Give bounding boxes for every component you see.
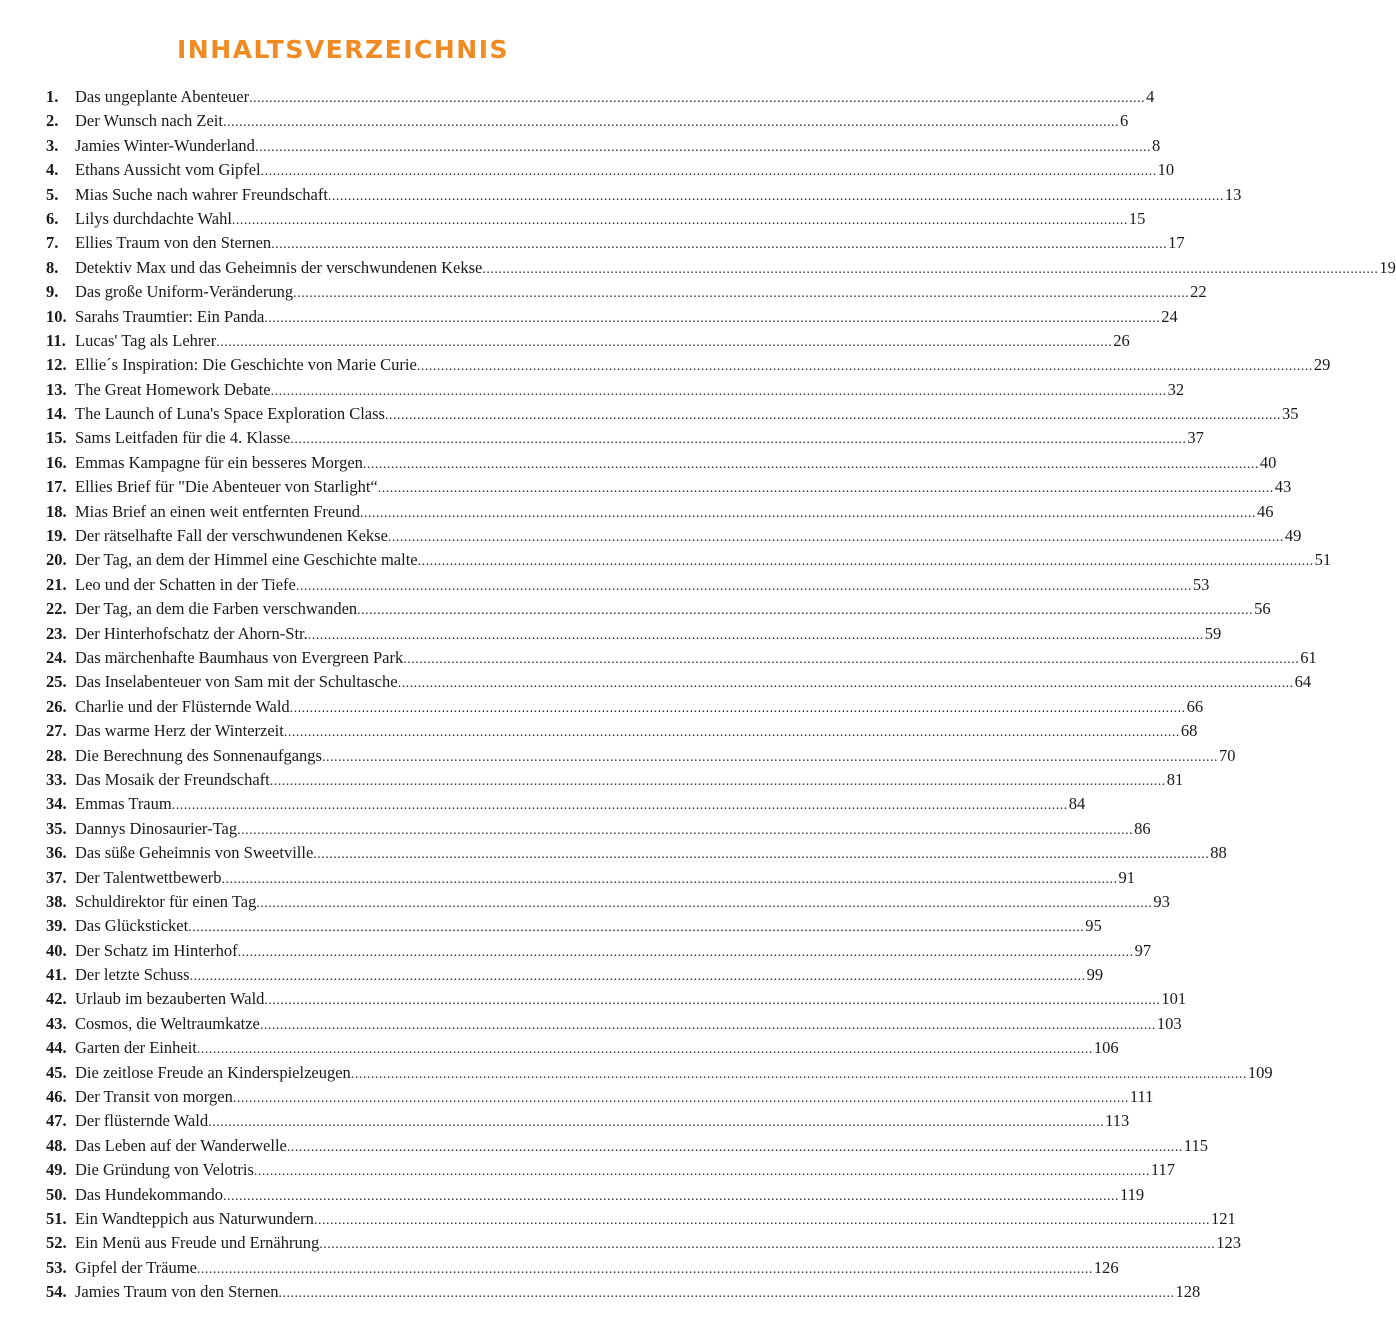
entry-number: 13. bbox=[46, 379, 67, 399]
toc-entry bbox=[46, 719, 1198, 743]
entry-number: 51. bbox=[46, 1208, 67, 1228]
entry-title: Emmas Kampagne für ein besseres Morgen bbox=[75, 452, 363, 472]
toc-entry bbox=[46, 548, 1332, 572]
toc-entry bbox=[46, 1109, 1130, 1133]
entry-number: 36. bbox=[46, 843, 67, 863]
dot-leader bbox=[223, 1185, 1119, 1209]
toc-entry bbox=[46, 841, 1227, 865]
toc-entry bbox=[46, 768, 1184, 792]
dot-leader bbox=[417, 355, 1313, 379]
toc-entry bbox=[46, 1207, 1236, 1231]
entry-title: Ellie´s Inspiration: Die Geschichte von Marie Curie bbox=[75, 355, 417, 375]
entry-number: 38. bbox=[46, 891, 67, 911]
entry-number: 12. bbox=[46, 355, 67, 375]
toc-entry bbox=[46, 963, 1104, 987]
toc-entry bbox=[46, 1256, 1119, 1280]
entry-number: 47. bbox=[46, 1111, 67, 1131]
dot-leader bbox=[322, 746, 1218, 770]
entry-title: Der Tag, an dem der Himmel eine Geschichte malte bbox=[75, 550, 418, 570]
entry-page-number: 119 bbox=[1120, 1184, 1145, 1204]
entry-title: The Great Homework Debate bbox=[75, 379, 271, 399]
entry-title: Sarahs Traumtier: Ein Panda bbox=[75, 306, 265, 326]
entry-number: 37. bbox=[46, 867, 67, 887]
entry-page-number: 113 bbox=[1105, 1111, 1130, 1131]
toc-entry bbox=[46, 524, 1302, 548]
entry-number: 8. bbox=[46, 257, 59, 277]
toc-entry bbox=[46, 622, 1222, 646]
entry-title: Das Glücksticket bbox=[75, 916, 189, 936]
dot-leader bbox=[385, 404, 1281, 428]
toc-entry bbox=[46, 134, 1161, 158]
toc-list bbox=[46, 85, 1396, 1305]
entry-number: 11. bbox=[46, 330, 66, 350]
entry-number: 14. bbox=[46, 404, 67, 424]
entry-title: Der Tag, an dem die Farben verschwanden bbox=[75, 599, 358, 619]
dot-leader bbox=[388, 526, 1284, 550]
dot-leader bbox=[188, 916, 1084, 940]
entry-page-number: 15 bbox=[1128, 208, 1146, 228]
entry-number: 24. bbox=[46, 647, 67, 667]
entry-page-number: 70 bbox=[1218, 745, 1236, 765]
toc-entry bbox=[46, 939, 1152, 963]
toc-entry bbox=[46, 670, 1312, 694]
entry-title: Ethans Aussicht vom Gipfel bbox=[75, 160, 261, 180]
entry-number: 28. bbox=[46, 745, 67, 765]
entry-number: 5. bbox=[46, 184, 59, 204]
entry-number: 9. bbox=[46, 282, 59, 302]
dot-leader bbox=[279, 1282, 1175, 1306]
entry-number: 16. bbox=[46, 452, 67, 472]
dot-leader bbox=[197, 1038, 1093, 1062]
entry-title: Leo und der Schatten in der Tiefe bbox=[75, 574, 296, 594]
entry-title: Das große Uniform-Veränderung bbox=[75, 282, 294, 302]
toc-entry bbox=[46, 987, 1187, 1011]
toc-entry bbox=[46, 597, 1271, 621]
entry-title: Die Gründung von Velotris bbox=[75, 1160, 254, 1180]
entry-number: 6. bbox=[46, 208, 59, 228]
entry-page-number: 99 bbox=[1086, 965, 1104, 985]
entry-title: Urlaub im bezauberten Wald bbox=[75, 989, 265, 1009]
entry-page-number: 13 bbox=[1224, 184, 1242, 204]
entry-page-number: 43 bbox=[1274, 477, 1292, 497]
entry-page-number: 53 bbox=[1192, 574, 1210, 594]
dot-leader bbox=[313, 843, 1209, 867]
entry-page-number: 88 bbox=[1210, 843, 1227, 863]
dot-leader bbox=[293, 282, 1189, 306]
entry-number: 25. bbox=[46, 672, 67, 692]
dot-leader bbox=[319, 1233, 1215, 1257]
entry-title: Die zeitlose Freude an Kinderspielzeugen bbox=[75, 1062, 351, 1082]
dot-leader bbox=[378, 477, 1274, 501]
dot-leader bbox=[351, 1063, 1247, 1087]
entry-page-number: 117 bbox=[1150, 1160, 1176, 1180]
entry-number: 35. bbox=[46, 818, 67, 838]
toc-entry bbox=[46, 890, 1170, 914]
entry-title: Cosmos, die Weltraumkatze bbox=[75, 1013, 260, 1033]
entry-number: 53. bbox=[46, 1257, 67, 1277]
entry-title: Jamies Winter-Wunderland bbox=[75, 135, 255, 155]
dot-leader bbox=[232, 209, 1128, 233]
entry-number: 33. bbox=[46, 769, 67, 789]
entry-title: Das Mosaik der Freundschaft bbox=[75, 769, 270, 789]
entry-number: 26. bbox=[46, 696, 67, 716]
toc-entry bbox=[46, 817, 1151, 841]
entry-page-number: 22 bbox=[1190, 282, 1207, 302]
dot-leader bbox=[296, 575, 1192, 599]
dot-leader bbox=[398, 672, 1294, 696]
dot-leader bbox=[216, 331, 1112, 355]
entry-title: Detektiv Max und das Geheimnis der verschwundenen Kekse bbox=[75, 257, 483, 277]
entry-title: Der rätselhafte Fall der verschwundenen Kekse bbox=[75, 526, 388, 546]
entry-page-number: 40 bbox=[1259, 452, 1277, 472]
entry-number: 23. bbox=[46, 623, 67, 643]
entry-title: Ellies Brief für "Die Abenteuer von Starlight“ bbox=[75, 477, 378, 497]
entry-title: Der Talentwettbewerb bbox=[75, 867, 222, 887]
entry-title: Jamies Traum von den Sternen bbox=[75, 1282, 279, 1302]
entry-title: Das ungeplante Abenteuer bbox=[75, 87, 250, 106]
entry-number: 19. bbox=[46, 526, 67, 546]
toc-entry bbox=[46, 183, 1242, 207]
entry-title: Die Berechnung des Sonnenaufgangs bbox=[75, 745, 322, 765]
entry-title: Der Transit von morgen bbox=[75, 1087, 233, 1107]
entry-title: Mias Suche nach wahrer Freundschaft bbox=[75, 184, 328, 204]
entry-title: Garten der Einheit bbox=[75, 1038, 197, 1058]
entry-title: Der Wunsch nach Zeit bbox=[75, 111, 223, 131]
entry-page-number: 49 bbox=[1284, 526, 1302, 546]
toc-entry bbox=[46, 1231, 1241, 1255]
toc-entry bbox=[46, 353, 1331, 377]
entry-page-number: 66 bbox=[1186, 696, 1204, 716]
dot-leader bbox=[256, 892, 1152, 916]
dot-leader bbox=[482, 258, 1378, 282]
toc-entry bbox=[46, 792, 1086, 816]
entry-title: Das süße Geheimnis von Sweetville bbox=[75, 843, 314, 863]
entry-number: 22. bbox=[46, 599, 67, 619]
entry-page-number: 111 bbox=[1129, 1087, 1154, 1107]
toc-entry bbox=[46, 1036, 1119, 1060]
entry-page-number: 59 bbox=[1204, 623, 1222, 643]
entry-title: Mias Brief an einen weit entfernten Freund bbox=[75, 501, 360, 521]
entry-title: The Launch of Luna's Space Exploration Class bbox=[75, 404, 385, 424]
entry-number: 27. bbox=[46, 721, 67, 741]
entry-page-number: 109 bbox=[1247, 1062, 1273, 1082]
toc-entry bbox=[46, 231, 1185, 255]
dot-leader bbox=[172, 794, 1068, 818]
entry-page-number: 86 bbox=[1134, 818, 1151, 838]
entry-title: Lucas' Tag als Lehrer bbox=[75, 330, 217, 350]
dot-leader bbox=[237, 819, 1133, 843]
entry-number: 18. bbox=[46, 501, 67, 521]
entry-page-number: 17 bbox=[1168, 233, 1185, 253]
toc-entry bbox=[46, 207, 1146, 231]
entry-number: 17. bbox=[46, 477, 67, 497]
dot-leader bbox=[418, 550, 1314, 574]
entry-title: Emmas Traum bbox=[75, 794, 172, 814]
entry-title: Der flüsternde Wald bbox=[75, 1111, 209, 1131]
entry-page-number: 128 bbox=[1175, 1282, 1201, 1302]
entry-page-number: 106 bbox=[1093, 1038, 1119, 1058]
entry-title: Das märchenhafte Baumhaus von Evergreen Park bbox=[75, 647, 404, 667]
entry-title: Ein Wandteppich aus Naturwundern bbox=[75, 1208, 314, 1228]
dot-leader bbox=[284, 721, 1180, 745]
dot-leader bbox=[271, 233, 1167, 257]
toc-entry bbox=[46, 1061, 1273, 1085]
entry-title: Das warme Herz der Winterzeit bbox=[75, 721, 284, 741]
entry-page-number: 84 bbox=[1068, 794, 1086, 814]
toc-entry bbox=[46, 500, 1274, 524]
dot-leader bbox=[360, 502, 1256, 526]
toc-entry bbox=[46, 402, 1299, 426]
dot-leader bbox=[223, 111, 1119, 135]
dot-leader bbox=[328, 185, 1224, 209]
entry-number: 7. bbox=[46, 233, 59, 253]
toc-entry bbox=[46, 914, 1102, 938]
entry-number: 49. bbox=[46, 1160, 67, 1180]
entry-number: 45. bbox=[46, 1062, 67, 1082]
dot-leader bbox=[238, 941, 1134, 965]
toc-entry bbox=[46, 158, 1175, 182]
dot-leader bbox=[249, 87, 1145, 111]
entry-title: Das Inselabenteuer von Sam mit der Schultasche bbox=[75, 672, 398, 692]
entry-page-number: 51 bbox=[1314, 550, 1332, 570]
entry-number: 1. bbox=[46, 87, 59, 106]
dot-leader bbox=[264, 307, 1160, 331]
entry-number: 15. bbox=[46, 428, 67, 448]
entry-number: 43. bbox=[46, 1013, 67, 1033]
entry-title: Das Hundekommando bbox=[75, 1184, 224, 1204]
dot-leader bbox=[264, 989, 1160, 1013]
entry-number: 40. bbox=[46, 940, 67, 960]
entry-page-number: 121 bbox=[1210, 1208, 1236, 1228]
entry-title: Der Schatz im Hinterhof bbox=[75, 940, 238, 960]
entry-title: Sams Leitfaden für die 4. Klasse bbox=[75, 428, 291, 448]
entry-number: 34. bbox=[46, 794, 67, 814]
entry-number: 41. bbox=[46, 965, 67, 985]
dot-leader bbox=[403, 648, 1299, 672]
dot-leader bbox=[208, 1111, 1104, 1135]
entry-page-number: 26 bbox=[1113, 330, 1130, 350]
entry-page-number: 123 bbox=[1216, 1233, 1241, 1253]
entry-page-number: 10 bbox=[1157, 160, 1175, 180]
entry-page-number: 95 bbox=[1085, 916, 1102, 936]
toc-entry bbox=[46, 744, 1236, 768]
entry-page-number: 4 bbox=[1146, 87, 1155, 106]
toc-entry bbox=[46, 475, 1292, 499]
entry-page-number: 126 bbox=[1093, 1257, 1119, 1277]
entry-page-number: 68 bbox=[1180, 721, 1198, 741]
toc-entry bbox=[46, 1158, 1176, 1182]
dot-leader bbox=[197, 1258, 1093, 1282]
toc-entry bbox=[46, 1183, 1145, 1207]
entry-title: Lilys durchdachte Wahl bbox=[75, 208, 232, 228]
dot-leader bbox=[190, 965, 1086, 989]
toc-entry bbox=[46, 329, 1130, 353]
entry-page-number: 35 bbox=[1281, 404, 1299, 424]
toc-entry bbox=[46, 1134, 1208, 1158]
dot-leader bbox=[314, 1209, 1210, 1233]
entry-number: 48. bbox=[46, 1135, 67, 1155]
entry-number: 4. bbox=[46, 160, 59, 180]
toc-entry bbox=[46, 256, 1396, 280]
dot-leader bbox=[261, 160, 1157, 184]
entry-number: 42. bbox=[46, 989, 67, 1009]
entry-page-number: 19 bbox=[1379, 257, 1396, 277]
entry-page-number: 64 bbox=[1294, 672, 1312, 692]
toc-entry bbox=[46, 426, 1204, 450]
entry-page-number: 97 bbox=[1134, 940, 1152, 960]
entry-page-number: 56 bbox=[1254, 599, 1271, 619]
entry-number: 2. bbox=[46, 111, 59, 131]
entry-page-number: 8 bbox=[1151, 135, 1161, 155]
entry-title: Dannys Dinosaurier-Tag bbox=[75, 818, 238, 838]
dot-leader bbox=[357, 599, 1253, 623]
entry-page-number: 46 bbox=[1257, 501, 1274, 521]
dot-leader bbox=[290, 697, 1186, 721]
entry-number: 20. bbox=[46, 550, 67, 570]
entry-number: 50. bbox=[46, 1184, 67, 1204]
entry-page-number: 93 bbox=[1153, 891, 1170, 911]
entry-page-number: 103 bbox=[1156, 1013, 1182, 1033]
entry-number: 54. bbox=[46, 1282, 67, 1302]
toc-entry bbox=[46, 646, 1317, 670]
entry-page-number: 91 bbox=[1118, 867, 1136, 887]
dot-leader bbox=[271, 380, 1167, 404]
dot-leader bbox=[270, 770, 1166, 794]
entry-title: Gipfel der Träume bbox=[75, 1257, 197, 1277]
toc-entry bbox=[46, 280, 1207, 304]
entry-number: 10. bbox=[46, 306, 67, 326]
dot-leader bbox=[287, 1136, 1183, 1160]
entry-page-number: 6 bbox=[1119, 111, 1129, 131]
toc-entry bbox=[46, 109, 1129, 133]
toc-entry bbox=[46, 1085, 1154, 1109]
dot-leader bbox=[254, 1160, 1150, 1184]
entry-page-number: 61 bbox=[1300, 647, 1317, 667]
entry-page-number: 37 bbox=[1187, 428, 1204, 448]
dot-leader bbox=[290, 428, 1186, 452]
entry-number: 3. bbox=[46, 135, 59, 155]
dot-leader bbox=[308, 624, 1204, 648]
dot-leader bbox=[233, 1087, 1129, 1111]
entry-title: Charlie und der Flüsternde Wald bbox=[75, 696, 290, 716]
entry-page-number: 24 bbox=[1161, 306, 1178, 326]
entry-number: 44. bbox=[46, 1038, 67, 1058]
toc-entry bbox=[46, 866, 1136, 890]
dot-leader bbox=[363, 453, 1259, 477]
entry-number: 52. bbox=[46, 1233, 67, 1253]
toc-entry bbox=[46, 1280, 1201, 1304]
page-title: INHALTSVERZEICHNIS bbox=[176, 35, 510, 64]
entry-number: 21. bbox=[46, 574, 67, 594]
entry-page-number: 29 bbox=[1313, 355, 1331, 375]
entry-page-number: 115 bbox=[1183, 1135, 1208, 1155]
toc-entry bbox=[46, 378, 1185, 402]
toc-entry bbox=[46, 695, 1204, 719]
entry-page-number: 81 bbox=[1166, 769, 1184, 789]
entry-title: Ellies Traum von den Sternen bbox=[75, 233, 272, 253]
entry-page-number: 32 bbox=[1167, 379, 1185, 399]
entry-title: Der letzte Schuss bbox=[75, 965, 190, 985]
toc-entry bbox=[46, 305, 1178, 329]
dot-leader bbox=[260, 1014, 1156, 1038]
entry-page-number: 101 bbox=[1161, 989, 1187, 1009]
entry-title: Der Hinterhofschatz der Ahorn-Str. bbox=[75, 623, 308, 643]
dot-leader bbox=[255, 136, 1151, 160]
toc-entry bbox=[46, 1012, 1182, 1036]
dot-leader bbox=[222, 868, 1118, 892]
entry-number: 39. bbox=[46, 916, 67, 936]
entry-title: Ein Menü aus Freude und Ernährung bbox=[75, 1233, 320, 1253]
entry-number: 46. bbox=[46, 1087, 67, 1107]
entry-title: Das Leben auf der Wanderwelle bbox=[75, 1135, 287, 1155]
toc-entry bbox=[46, 451, 1277, 475]
toc-entry bbox=[46, 573, 1210, 597]
toc-entry bbox=[46, 85, 1155, 109]
entry-title: Schuldirektor für einen Tag bbox=[75, 891, 257, 911]
